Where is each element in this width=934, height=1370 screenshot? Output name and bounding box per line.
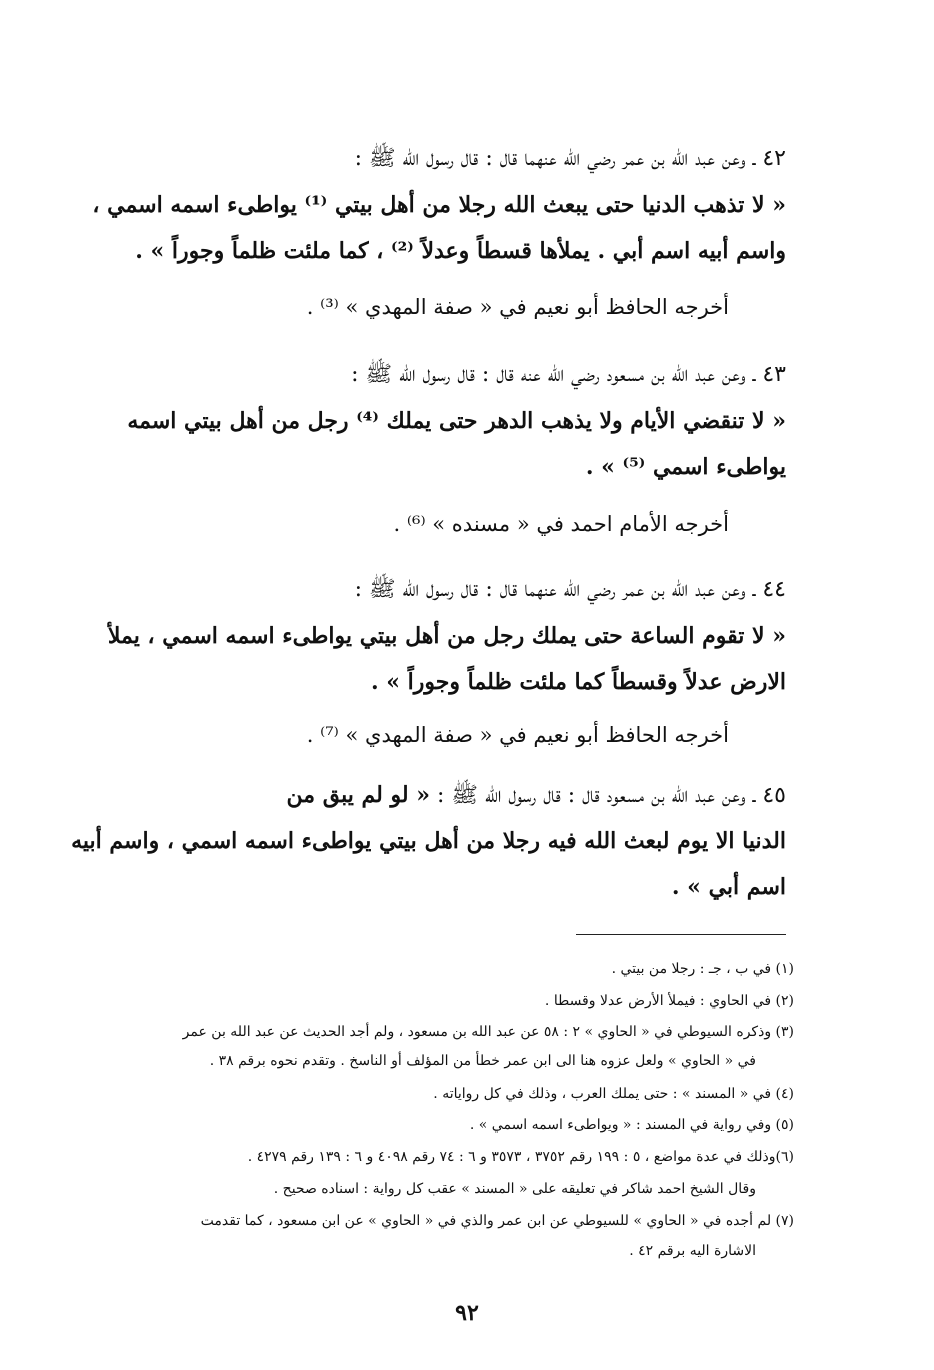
footnote-separator (576, 934, 786, 935)
footnote-3: (٣) وذكره السيوطي في « الحاوي » ٢ : ٥٨ عن عبد الله بن مسعود ، ولم أجد الحديث عن عبد الله بن عمر (182, 1024, 794, 1040)
hadith-42-takhrij: أخرجه الحافظ أبو نعيم في « صفة المهدي » ⁽³⁾ . (306, 295, 729, 319)
hadith-45-matn-start: « لو لم يبق من (286, 782, 430, 808)
hadith-45-matn-line-1: الدنيا الا يوم لبعث الله فيه رجلا من أهل بيتي يواطىء اسمه اسمي ، واسم أبيه (71, 828, 786, 854)
hadith-44-takhrij: أخرجه الحافظ أبو نعيم في « صفة المهدي » ⁽⁷⁾ . (306, 723, 729, 747)
hadith-43 (106, 352, 786, 490)
hadith-45-intro: ٤٥ ـ وعن عبد الله بن مسعود قال : قال رسول الله ﷺ : (430, 783, 786, 808)
hadith-43-matn-line-2: يواطىء اسمي ⁽⁵⁾ » . (585, 454, 786, 480)
hadith-45 (71, 772, 786, 910)
footnote-2: (٢) في الحاوي : فيملأ الأرض عدلا وقسطا . (544, 993, 794, 1009)
hadith-42-matn-line-1: « لا تذهب الدنيا حتى يبعث الله رجلا من أهل بيتي ⁽¹⁾ يواطىء اسمه اسمي ، (92, 192, 786, 218)
hadith-42-matn-line-2: واسم أبيه اسم أبي . يملأها قسطاً وعدلاً ⁽²⁾ ، كما ملئت ظلماً وجوراً » . (135, 238, 786, 264)
footnote-7-continued: الاشارة اليه برقم ٤٢ . (629, 1243, 756, 1259)
footnote-7: (٧) لم أجده في « الحاوي » للسيوطي عن ابن عمر والذي في « الحاوي » عن ابن مسعود ، كما تقدمت (200, 1213, 794, 1229)
hadith-43-intro: ٤٣ ـ وعن عبد الله بن مسعود رضي الله عنه قال : قال رسول الله ﷺ : (351, 362, 786, 387)
hadith-42-intro: ٤٢ ـ وعن عبد الله بن عمر رضي الله عنهما قال : قال رسول الله ﷺ : (354, 146, 786, 171)
footnote-6-continued: وقال الشيخ احمد شاكر في تعليقه على « المسند » عقب كل رواية : اسناده صحيح . (273, 1181, 756, 1197)
hadith-44 (106, 567, 786, 705)
footnote-4: (٤) في « المسند » : حتى يملك العرب ، وذلك في كل رواياته . (433, 1086, 794, 1102)
hadith-45-line-1 (106, 772, 786, 818)
hadith-44-matn-line-1: « لا تقوم الساعة حتى يملك رجل من أهل بيتي يواطىء اسمه اسمي ، يملأ (107, 623, 786, 649)
hadith-42 (92, 136, 786, 274)
hadith-45-matn-line-2: اسم أبي » . (671, 874, 786, 900)
hadith-43-takhrij: أخرجه الأمام احمد في « مسنده » ⁽⁶⁾ . (393, 512, 729, 536)
page-number: ٩٢ (455, 1300, 479, 1326)
hadith-43-matn-line-1: « لا تنقضي الأيام ولا يذهب الدهر حتى يملك ⁽⁴⁾ رجل من أهل بيتي اسمه (127, 408, 786, 434)
footnote-5: (٥) وفي رواية في المسند : « ويواطىء اسمه اسمي » . (469, 1117, 794, 1133)
footnote-3-continued: في « الحاوي » ولعل عزوه هنا الى ابن عمر خطأ من المؤلف أو الناسخ . وتقدم نحوه برقم ٣٨ . (209, 1053, 756, 1069)
hadith-44-matn-line-2: الارض عدلاً وقسطاً كما ملئت ظلماً وجوراً » . (370, 669, 786, 695)
footnote-6: (٦)وذلك في عدة مواضع ، ٥ : ١٩٩ رقم ٣٧٥٢ ، ٣٥٧٣ و ٦ : ٧٤ رقم ٤٠٩٨ و ٦ : ١٣٩ رقم ٤٢٧٩ . (247, 1149, 794, 1165)
hadith-44-intro: ٤٤ ـ وعن عبد الله بن عمر رضي الله عنهما قال : قال رسول الله ﷺ : (354, 577, 786, 602)
footnote-1: (١) في ب ، جـ : رجلا من بيتي . (611, 961, 794, 977)
